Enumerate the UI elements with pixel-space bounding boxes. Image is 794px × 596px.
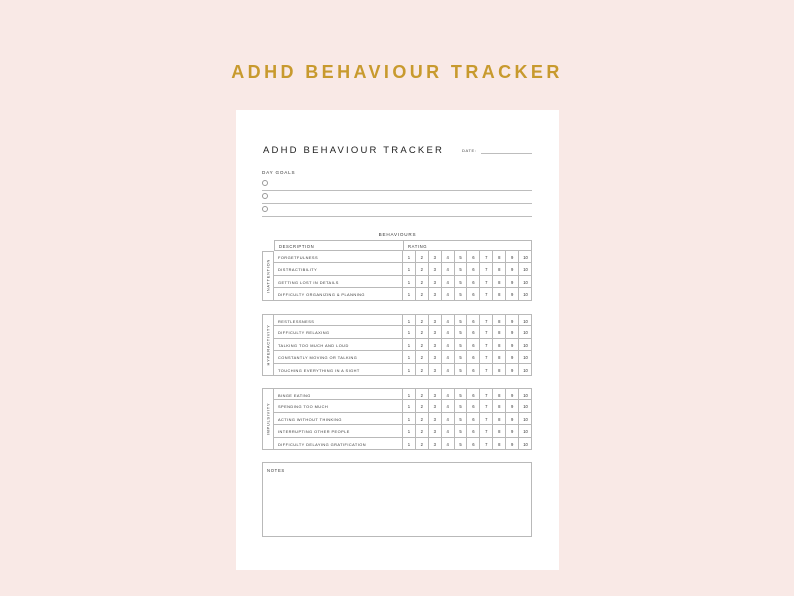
rating-cell[interactable]: 2 xyxy=(416,389,429,399)
rating-cell[interactable]: 10 xyxy=(523,319,528,324)
rating-cell[interactable]: 9 xyxy=(506,351,519,362)
rating-cell[interactable]: 2 xyxy=(416,315,429,325)
rating-cell[interactable]: 7 xyxy=(480,389,493,399)
rating-cell[interactable]: 5 xyxy=(455,364,468,375)
rating-cell[interactable]: 4 xyxy=(442,263,455,274)
rating-cell[interactable]: 8 xyxy=(493,315,506,325)
rating-cell[interactable]: 9 xyxy=(506,288,519,299)
rating-cell[interactable]: 9 xyxy=(506,389,519,399)
rating-cell[interactable]: 8 xyxy=(493,438,506,449)
rating-cell[interactable]: 1 xyxy=(403,389,416,399)
rating-cell[interactable]: 7 xyxy=(480,400,493,411)
rating-cell[interactable]: 10 xyxy=(523,255,528,260)
rating-cell[interactable]: 2 xyxy=(416,413,429,424)
behaviours-label: BEHAVIOURS xyxy=(378,232,417,237)
rating-cell[interactable]: 9 xyxy=(506,364,519,375)
category-label: HYPERACTIVITY xyxy=(265,324,271,366)
rating-cell[interactable]: 7 xyxy=(480,364,493,375)
rating-cell[interactable]: 8 xyxy=(493,339,506,350)
behaviour-description: RESTLESSNESS xyxy=(274,315,403,325)
rating-cell[interactable]: 7 xyxy=(480,326,493,337)
category-column xyxy=(262,251,274,301)
rating-cell[interactable]: 2 xyxy=(416,425,429,436)
rating-cell[interactable]: 6 xyxy=(468,413,481,424)
rating-cell[interactable]: 2 xyxy=(416,276,429,287)
rating-cell[interactable]: 10 xyxy=(523,342,528,348)
rating-cell[interactable]: 9 xyxy=(506,425,519,436)
rating-cell[interactable]: 10 xyxy=(523,441,528,447)
rating-cell[interactable]: 10 xyxy=(523,267,528,273)
rating-cell[interactable]: 2 xyxy=(416,438,429,449)
rating-cell[interactable]: 8 xyxy=(493,400,506,411)
rating-cell[interactable]: 3 xyxy=(429,413,442,424)
rating-cell[interactable]: 3 xyxy=(429,288,442,299)
day-goals-label: DAY GOALS xyxy=(262,170,296,175)
rating-cell[interactable]: 1 xyxy=(403,425,416,436)
rating-cell[interactable]: 8 xyxy=(493,425,506,436)
rating-cell[interactable]: 9 xyxy=(506,438,519,449)
rating-cell[interactable]: 4 xyxy=(442,326,455,337)
behaviour-row xyxy=(274,413,532,425)
rating-cell[interactable]: 10 xyxy=(523,404,528,410)
rating-cell[interactable]: 4 xyxy=(442,288,455,299)
rating-cell[interactable]: 2 xyxy=(416,339,429,350)
rating-cell[interactable]: 3 xyxy=(429,425,442,436)
rating-cell[interactable]: 9 xyxy=(506,413,519,424)
behaviour-description: DIFFICULTY ORGANIZING & PLANNING xyxy=(274,288,403,299)
description-header: DESCRIPTION xyxy=(275,241,404,250)
rating-cell[interactable]: 6 xyxy=(468,364,481,375)
rating-cell[interactable]: 3 xyxy=(429,364,442,375)
rating-cell[interactable]: 9 xyxy=(506,315,519,325)
rating-cell[interactable]: 4 xyxy=(442,438,455,449)
rating-cell[interactable]: 4 xyxy=(442,364,455,375)
behaviour-row xyxy=(274,400,532,412)
rating-cell[interactable]: 4 xyxy=(442,400,455,411)
rating-cell[interactable]: 8 xyxy=(493,389,506,399)
behaviour-row xyxy=(274,326,532,338)
tracker-sheet xyxy=(236,110,559,570)
rating-cell[interactable]: 4 xyxy=(442,425,455,436)
rating-cell[interactable]: 1 xyxy=(403,288,416,299)
rating-cell[interactable]: 10 xyxy=(523,429,528,435)
rating-cell[interactable]: 3 xyxy=(429,438,442,449)
rating-cell[interactable]: 2 xyxy=(416,364,429,375)
category-label: INATTENTION xyxy=(265,258,271,293)
rating-cell[interactable]: 5 xyxy=(455,425,468,436)
rating-cell[interactable]: 6 xyxy=(468,438,481,449)
rating-cell[interactable]: 3 xyxy=(429,326,442,337)
rating-cell[interactable]: 9 xyxy=(506,251,519,262)
rating-cell[interactable]: 3 xyxy=(429,251,442,262)
rating-cell[interactable]: 7 xyxy=(480,339,493,350)
rating-cell[interactable]: 5 xyxy=(455,288,468,299)
table-header-row xyxy=(274,240,532,251)
rating-cell[interactable]: 10 xyxy=(523,292,528,298)
rating-cell[interactable]: 7 xyxy=(480,315,493,325)
rating-cell[interactable]: 2 xyxy=(416,351,429,362)
rating-cell[interactable]: 7 xyxy=(480,351,493,362)
rating-cell[interactable]: 2 xyxy=(416,263,429,274)
rating-cell[interactable]: 7 xyxy=(480,425,493,436)
rating-cell[interactable]: 7 xyxy=(480,413,493,424)
category-group xyxy=(262,314,532,376)
behaviour-description: BINGE EATING xyxy=(274,389,403,399)
behaviour-row xyxy=(274,438,532,450)
rating-cell[interactable]: 7 xyxy=(480,438,493,449)
rating-cell[interactable]: 1 xyxy=(403,276,416,287)
rating-cell[interactable]: 5 xyxy=(455,276,468,287)
rating-cell[interactable]: 4 xyxy=(442,251,455,262)
rating-cell[interactable]: 6 xyxy=(468,400,481,411)
rating-cell[interactable]: 9 xyxy=(506,400,519,411)
notes-box[interactable] xyxy=(262,462,532,537)
rating-cell[interactable]: 8 xyxy=(493,413,506,424)
rating-cell[interactable]: 6 xyxy=(468,288,481,299)
rating-cell[interactable]: 3 xyxy=(429,315,442,325)
goal-row[interactable] xyxy=(262,177,532,191)
rating-cell[interactable]: 5 xyxy=(455,263,468,274)
rating-cell[interactable]: 7 xyxy=(480,251,493,262)
rating-cell[interactable]: 4 xyxy=(442,389,455,399)
behaviour-description: DIFFICULTY RELAXING xyxy=(274,326,403,337)
goal-checkbox[interactable] xyxy=(262,180,268,186)
rating-cell[interactable]: 5 xyxy=(455,339,468,350)
rating-cell[interactable]: 7 xyxy=(480,276,493,287)
rating-cell[interactable]: 3 xyxy=(429,276,442,287)
rating-cell[interactable]: 1 xyxy=(403,351,416,362)
behaviour-row xyxy=(274,276,532,288)
rating-cell[interactable]: 8 xyxy=(493,326,506,337)
rating-cell[interactable]: 9 xyxy=(506,276,519,287)
rating-cell[interactable]: 10 xyxy=(523,416,528,422)
rating-cell[interactable]: 1 xyxy=(403,263,416,274)
rating-cell[interactable]: 7 xyxy=(480,288,493,299)
rating-cell[interactable]: 6 xyxy=(468,339,481,350)
rating-cell[interactable]: 4 xyxy=(442,315,455,325)
rating-cell[interactable]: 8 xyxy=(493,276,506,287)
behaviour-description: FORGETFULNESS xyxy=(274,251,403,262)
rating-cell[interactable]: 9 xyxy=(506,263,519,274)
date-field[interactable] xyxy=(481,153,532,154)
rating-cell[interactable]: 6 xyxy=(468,315,481,325)
rating-cell[interactable]: 2 xyxy=(416,400,429,411)
behaviour-description: CONSTANTLY MOVING OR TALKING xyxy=(274,351,403,362)
behaviour-row xyxy=(274,263,532,275)
behaviour-row xyxy=(274,288,532,300)
rating-cell[interactable]: 6 xyxy=(468,326,481,337)
category-column xyxy=(262,314,274,376)
rating-cell[interactable]: 1 xyxy=(403,315,416,325)
rating-cell[interactable]: 2 xyxy=(416,326,429,337)
rating-cell[interactable]: 4 xyxy=(442,413,455,424)
rating-cell[interactable]: 6 xyxy=(468,263,481,274)
goal-checkbox[interactable] xyxy=(262,193,268,199)
behaviour-description: INTERRUPTING OTHER PEOPLE xyxy=(274,425,403,436)
rating-cell[interactable]: 6 xyxy=(468,425,481,436)
behaviour-description: ACTING WITHOUT THINKING xyxy=(274,413,403,424)
rating-cell[interactable]: 8 xyxy=(493,351,506,362)
banner-title: ADHD BEHAVIOUR TRACKER xyxy=(231,62,563,82)
rating-cell[interactable]: 6 xyxy=(468,276,481,287)
behaviour-description: DIFFICULTY DELAYING GRATIFICATION xyxy=(274,438,403,449)
behaviour-description: GETTING LOST IN DETAILS xyxy=(274,276,403,287)
rating-cell[interactable]: 5 xyxy=(455,315,468,325)
goal-row[interactable] xyxy=(262,190,532,204)
behaviour-row xyxy=(274,314,532,326)
rating-cell[interactable]: 5 xyxy=(455,326,468,337)
behaviour-row xyxy=(274,351,532,363)
sheet-title: ADHD BEHAVIOUR TRACKER xyxy=(263,145,445,156)
goal-row[interactable] xyxy=(262,203,532,217)
date-label: DATE: xyxy=(462,148,477,153)
rating-cell[interactable]: 10 xyxy=(523,279,528,285)
rating-cell[interactable]: 6 xyxy=(468,389,481,399)
rating-cell[interactable]: 10 xyxy=(523,330,528,336)
rating-cell[interactable]: 3 xyxy=(429,339,442,350)
category-group xyxy=(262,251,532,301)
behaviour-row xyxy=(274,425,532,437)
rating-cell[interactable]: 2 xyxy=(416,251,429,262)
rating-cell[interactable]: 8 xyxy=(493,288,506,299)
rating-cell[interactable]: 3 xyxy=(429,400,442,411)
rating-cell[interactable]: 6 xyxy=(468,251,481,262)
rating-cell[interactable]: 5 xyxy=(455,438,468,449)
rating-cell[interactable]: 1 xyxy=(403,251,416,262)
rating-cell[interactable]: 5 xyxy=(455,400,468,411)
rating-cell[interactable]: 10 xyxy=(523,393,528,398)
behaviour-row xyxy=(274,364,532,376)
behaviour-row xyxy=(274,251,532,263)
rating-cell[interactable]: 9 xyxy=(506,339,519,350)
rating-cell[interactable]: 2 xyxy=(416,288,429,299)
rating-cell[interactable]: 10 xyxy=(523,367,528,373)
rating-cell[interactable]: 4 xyxy=(442,276,455,287)
behaviour-row xyxy=(274,339,532,351)
rating-cell[interactable]: 5 xyxy=(455,389,468,399)
rating-cell[interactable]: 8 xyxy=(493,364,506,375)
rating-cell[interactable]: 9 xyxy=(506,326,519,337)
rating-cell[interactable]: 1 xyxy=(403,364,416,375)
behaviour-row xyxy=(274,388,532,400)
goal-checkbox[interactable] xyxy=(262,206,268,212)
rating-cell[interactable]: 8 xyxy=(493,263,506,274)
rating-cell[interactable]: 7 xyxy=(480,263,493,274)
rating-cell[interactable]: 5 xyxy=(455,251,468,262)
rating-cell[interactable]: 3 xyxy=(429,389,442,399)
behaviour-description: SPENDING TOO MUCH xyxy=(274,400,403,411)
rating-cell[interactable]: 4 xyxy=(442,351,455,362)
category-group xyxy=(262,388,532,450)
behaviour-description: DISTRACTIBILITY xyxy=(274,263,403,274)
rating-cell[interactable]: 8 xyxy=(493,251,506,262)
rating-cell[interactable]: 6 xyxy=(468,351,481,362)
rating-cell[interactable]: 3 xyxy=(429,263,442,274)
rating-cell[interactable]: 5 xyxy=(455,413,468,424)
rating-cell[interactable]: 1 xyxy=(403,438,416,449)
rating-header: RATING xyxy=(408,244,428,249)
rating-cell[interactable]: 5 xyxy=(455,351,468,362)
rating-cell[interactable]: 4 xyxy=(442,339,455,350)
behaviour-description: TOUCHING EVERYTHING IN A SIGHT xyxy=(274,364,403,375)
rating-cell[interactable]: 1 xyxy=(403,400,416,411)
category-column xyxy=(262,388,274,450)
category-label: IMPULSIVITY xyxy=(265,402,271,436)
rating-cell[interactable]: 1 xyxy=(403,339,416,350)
rating-cell[interactable]: 3 xyxy=(429,351,442,362)
rating-cell[interactable]: 10 xyxy=(523,355,528,361)
notes-label: NOTES xyxy=(267,468,285,473)
behaviour-description: TALKING TOO MUCH AND LOUD xyxy=(274,339,403,350)
rating-cell[interactable]: 1 xyxy=(403,326,416,337)
rating-cell[interactable]: 1 xyxy=(403,413,416,424)
